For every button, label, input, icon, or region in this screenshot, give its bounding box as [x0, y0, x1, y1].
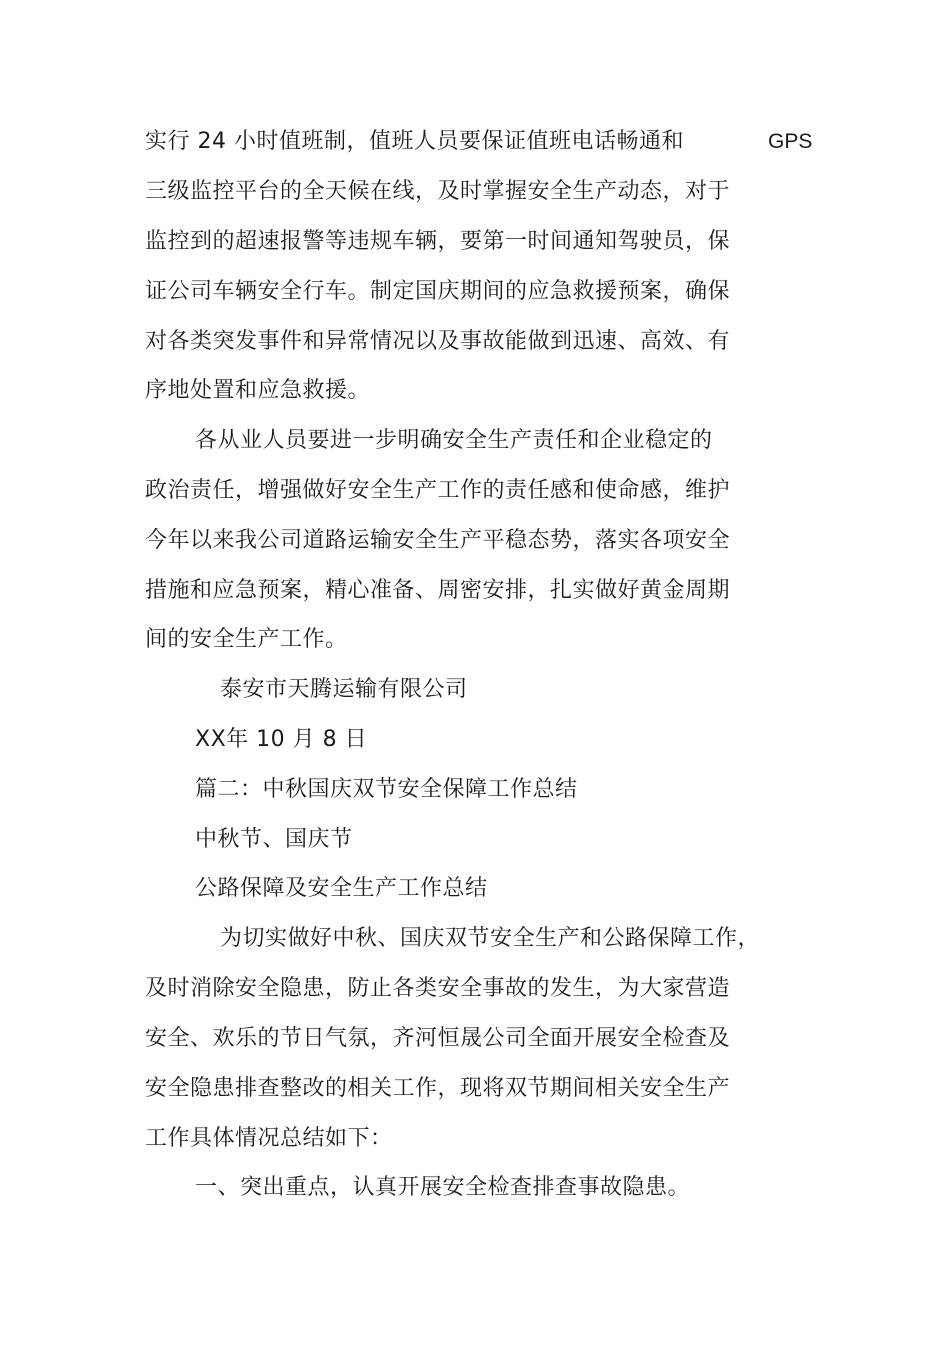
date-line: XX年 10 月 8 日 — [195, 727, 368, 752]
company-name: 泰安市天腾运输有限公司 — [220, 677, 468, 702]
text-line-9: 今年以来我公司道路运输安全生产平稳态势，落实各项安全 — [145, 528, 731, 553]
text-line-19: 安全、欢乐的节日气氛，齐河恒晟公司全面开展安全检查及 — [145, 1026, 731, 1051]
subtitle-line-2: 公路保障及安全生产工作总结 — [195, 876, 488, 901]
text-line-4: 证公司车辆安全行车。制定国庆期间的应急救援预案，确保 — [145, 279, 731, 304]
text-line-11: 间的安全生产工作。 — [145, 627, 348, 652]
text-line-20: 安全隐患排查整改的相关工作，现将双节期间相关安全生产 — [145, 1076, 731, 1101]
text-line-8: 政治责任，增强做好安全生产工作的责任感和使命感，维护 — [145, 478, 731, 503]
heading-item-1: 一、突出重点，认真开展安全检查排查事故隐患。 — [195, 1175, 691, 1200]
text-line-3: 监控到的超速报警等违规车辆，要第一时间通知驾驶员，保 — [145, 229, 731, 254]
gps-label: GPS — [768, 130, 813, 153]
text-line-10: 措施和应急预案，精心准备、周密安排，扎实做好黄金周期 — [145, 578, 731, 603]
section-title: 篇二：中秋国庆双节安全保障工作总结 — [195, 777, 578, 802]
text-line-17: 为切实做好中秋、国庆双节安全生产和公路保障工作， — [220, 926, 761, 951]
text-line-7: 各从业人员要进一步明确安全生产责任和企业稳定的 — [195, 428, 713, 453]
text-line-18: 及时消除安全隐患，防止各类安全事故的发生，为大家营造 — [145, 976, 731, 1001]
text-line-5: 对各类突发事件和异常情况以及事故能做到迅速、高效、有 — [145, 329, 731, 354]
text-line-1: 实行 24 小时值班制，值班人员要保证值班电话畅通和 — [145, 129, 684, 154]
subtitle-line-1: 中秋节、国庆节 — [195, 827, 353, 852]
text-line-21: 工作具体情况总结如下： — [145, 1126, 393, 1151]
text-line-2: 三级监控平台的全天候在线，及时掌握安全生产动态，对于 — [145, 179, 731, 204]
text-line-6: 序地处置和应急救援。 — [145, 378, 371, 403]
